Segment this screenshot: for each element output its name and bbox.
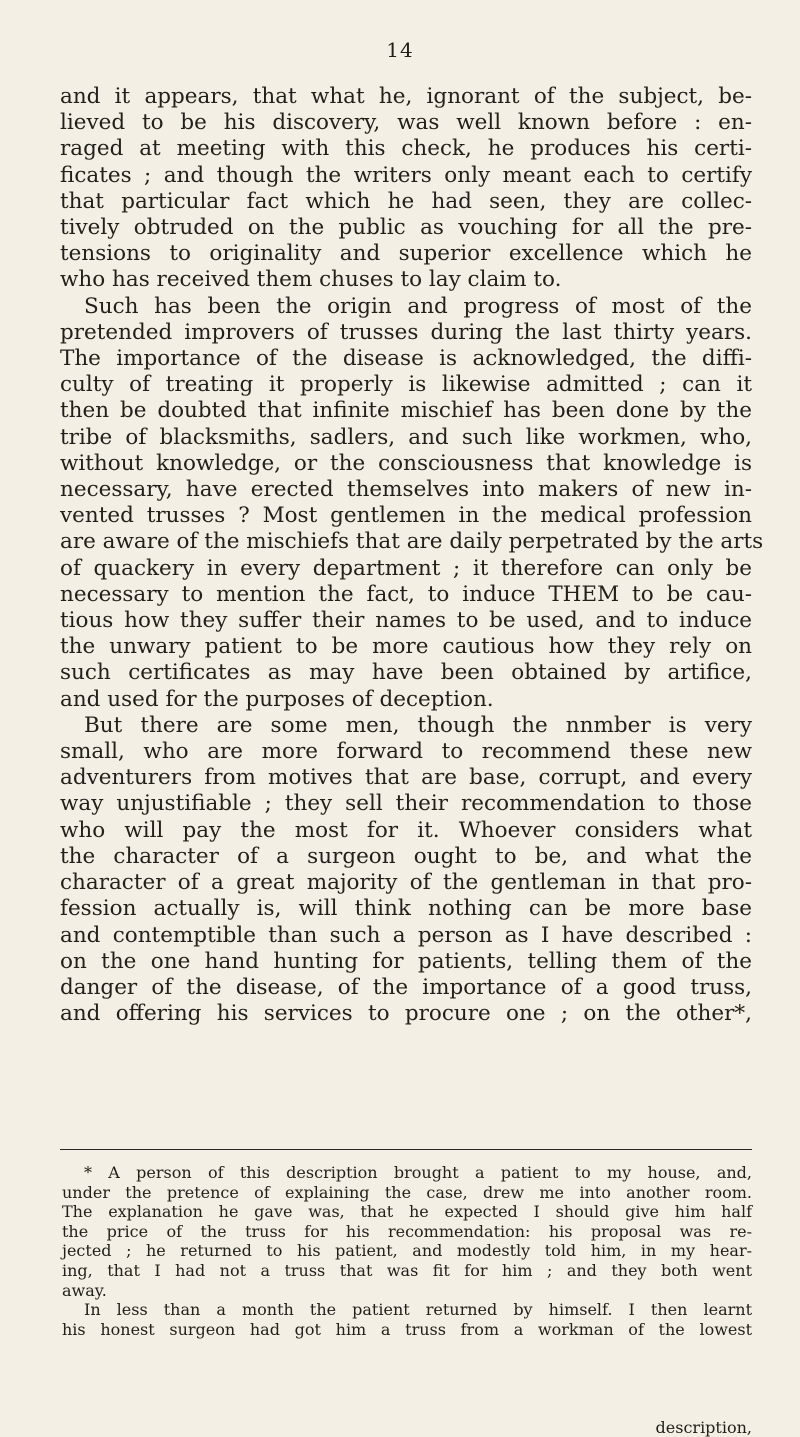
text-line: and contemptible than such a person as I have described : <box>60 922 752 948</box>
footnote-line: under the pretence of explaining the case, drew me into another room. <box>62 1182 752 1202</box>
footnote-line: jected ; he returned to his patient, and modestly told him, in my hear- <box>62 1241 752 1261</box>
text-line: vented trusses ? Most gentlemen in the medical profession <box>60 503 752 529</box>
text-line: character of a great majority of the gentleman in that pro- <box>60 870 752 896</box>
body-text <box>60 84 764 1027</box>
text-line: small, who are more forward to recommend these new <box>60 739 752 765</box>
text-line: Such has been the origin and progress of most of the <box>84 293 752 319</box>
text-line: that particular fact which he had seen, they are collec- <box>60 188 752 214</box>
text-line: and offering his services to procure one ; on the other*, <box>60 1001 752 1027</box>
footnote-line: ing, that I had not a truss that was fit for him ; and they both went <box>62 1260 752 1280</box>
footnote-line: away. <box>62 1280 107 1300</box>
text-line: The importance of the disease is acknowledged, the diffi- <box>60 346 752 372</box>
text-line: culty of treating it properly is likewise admitted ; can it <box>60 372 752 398</box>
text-line: But there are some men, though the nnmber is very <box>84 712 752 738</box>
text-line: and it appears, that what he, ignorant of the subject, be- <box>60 84 752 109</box>
text-line: without knowledge, or the consciousness that knowledge is <box>60 450 752 476</box>
text-line: then be doubted that infinite mischief has been done by the <box>60 398 752 424</box>
text-line: pretended improvers of trusses during the last thirty years. <box>60 319 752 345</box>
footnote-line: The explanation he gave was, that he expected I should give him half <box>62 1202 752 1222</box>
footnote <box>62 1163 752 1339</box>
page-number: 14 <box>386 38 414 62</box>
catchword: description, <box>655 1418 752 1437</box>
text-line: such certificates as may have been obtained by artifice, <box>60 660 752 686</box>
text-line: tribe of blacksmiths, sadlers, and such like workmen, who, <box>60 424 752 450</box>
text-line: of quackery in every department ; it therefore can only be <box>60 555 752 581</box>
text-line: necessary to mention the fact, to induce THEM to be cau- <box>60 581 752 607</box>
footnote-line: his honest surgeon had got him a truss from a workman of the lowest <box>62 1319 752 1339</box>
text-line: tively obtruded on the public as vouching for all the pre- <box>60 215 752 241</box>
footnote-divider <box>60 1149 752 1150</box>
text-line: on the one hand hunting for patients, telling them of the <box>60 948 752 974</box>
text-line: who has received them chuses to lay claim to. <box>60 267 562 293</box>
text-line: tensions to originality and superior excellence which he <box>60 241 752 267</box>
text-line: who will pay the most for it. Whoever considers what <box>60 817 752 843</box>
text-line: way unjustifiable ; they sell their recommendation to those <box>60 791 752 817</box>
text-line: tious how they suffer their names to be used, and to induce <box>60 608 752 634</box>
text-line: ficates ; and though the writers only meant each to certify <box>60 162 752 188</box>
text-line: necessary, have erected themselves into makers of new in- <box>60 477 752 503</box>
footnote-line: the price of the truss for his recommendation: his proposal was re- <box>62 1221 752 1241</box>
text-line: lieved to be his discovery, was well known before : en- <box>60 110 752 136</box>
text-line: are aware of the mischiefs that are daily perpetrated by the arts <box>60 529 764 555</box>
footnote-line: In less than a month the patient returned by himself. I then learnt <box>84 1300 752 1320</box>
text-line: adventurers from motives that are base, corrupt, and every <box>60 765 752 791</box>
text-line: the unwary patient to be more cautious how they rely on <box>60 634 752 660</box>
text-line: danger of the disease, of the importance of a good truss, <box>60 974 752 1000</box>
footnote-line: * A person of this description brought a patient to my house, and, <box>84 1163 752 1182</box>
text-line: and used for the purposes of deception. <box>60 686 494 712</box>
text-line: fession actually is, will think nothing can be more base <box>60 896 752 922</box>
text-line: raged at meeting with this check, he produces his certi- <box>60 136 752 162</box>
text-line: the character of a surgeon ought to be, and what the <box>60 843 752 869</box>
